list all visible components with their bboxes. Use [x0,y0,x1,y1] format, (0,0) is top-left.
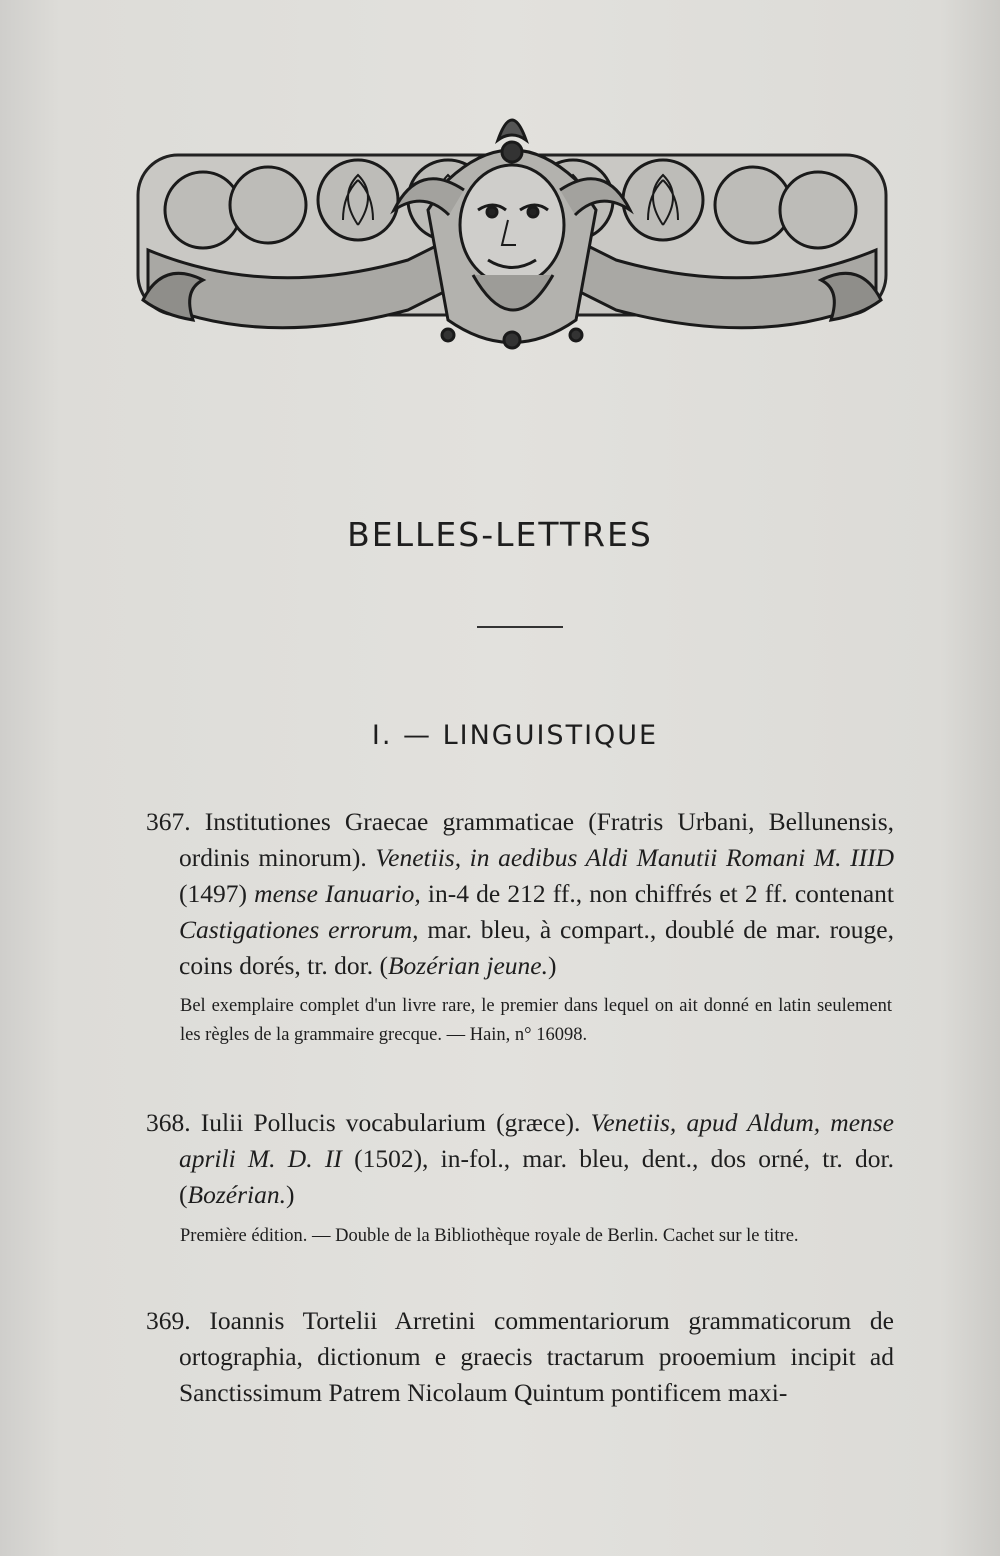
entry-imprint: Venetiis, in aedibus Aldi Manutii Romani M. IIID [375,843,894,872]
catalogue-entry-369 [146,1303,894,1411]
entry-text: in-4 de 212 ff., non chiffrés et 2 ff. contenant [420,879,894,908]
entry-note: Bel exemplaire complet d'un livre rare, le premier dans lequel on ait donné en latin seulement les règles de la grammaire grecque. — Hain, n° 16098. [180,996,892,1045]
catalogue-entry-368 [146,1105,894,1213]
entry-note: Première édition. — Double de la Bibliothèque royale de Berlin. Cachet sur le titre. [180,1226,799,1246]
entry-binder: Bozérian. [187,1180,286,1209]
ornamental-headpiece-image [128,100,896,355]
catalogue-entry-367 [146,804,894,984]
entry-text: Institutiones Graecae grammaticae (Fratris Urbani, Bellunensis, ordinis minorum). [179,807,894,872]
entry-text: (1497) [179,879,255,908]
entry-text: ) [548,951,557,980]
entry-number: 367. [146,807,191,836]
entry-text: Iulii Pollucis vocabularium (græce). [190,1108,591,1137]
entry-text: (1502), in-fol., mar. bleu, dent., dos orné, tr. dor. ( [179,1144,894,1209]
entry-binder: Bozérian jeune. [387,951,548,980]
entry-italic: Castigationes errorum, [179,915,419,944]
title-divider [477,626,563,628]
entry-number: 368. [146,1108,191,1137]
entry-number: 369. [146,1306,191,1335]
entry-imprint: Venetiis, apud Aldum, mense aprili M. D. II [179,1108,895,1173]
entry-text: ) [285,1180,295,1209]
entry-text: Ioannis Tortelii Arretini commentariorum grammaticorum de ortographia, dictionum e graecis tractarum prooemium incipit ad Sanctissimum Patrem Nicolaum Quintum pontificem maxi- [179,1306,894,1407]
page-title: BELLES-LETTRES [347,515,653,554]
entry-date: mense Ianuario, [254,879,421,908]
section-title: I. — LINGUISTIQUE [371,720,659,751]
entry-text: mar. bleu, à compart., doublé de mar. rouge, coins dorés, tr. dor. ( [179,915,894,980]
